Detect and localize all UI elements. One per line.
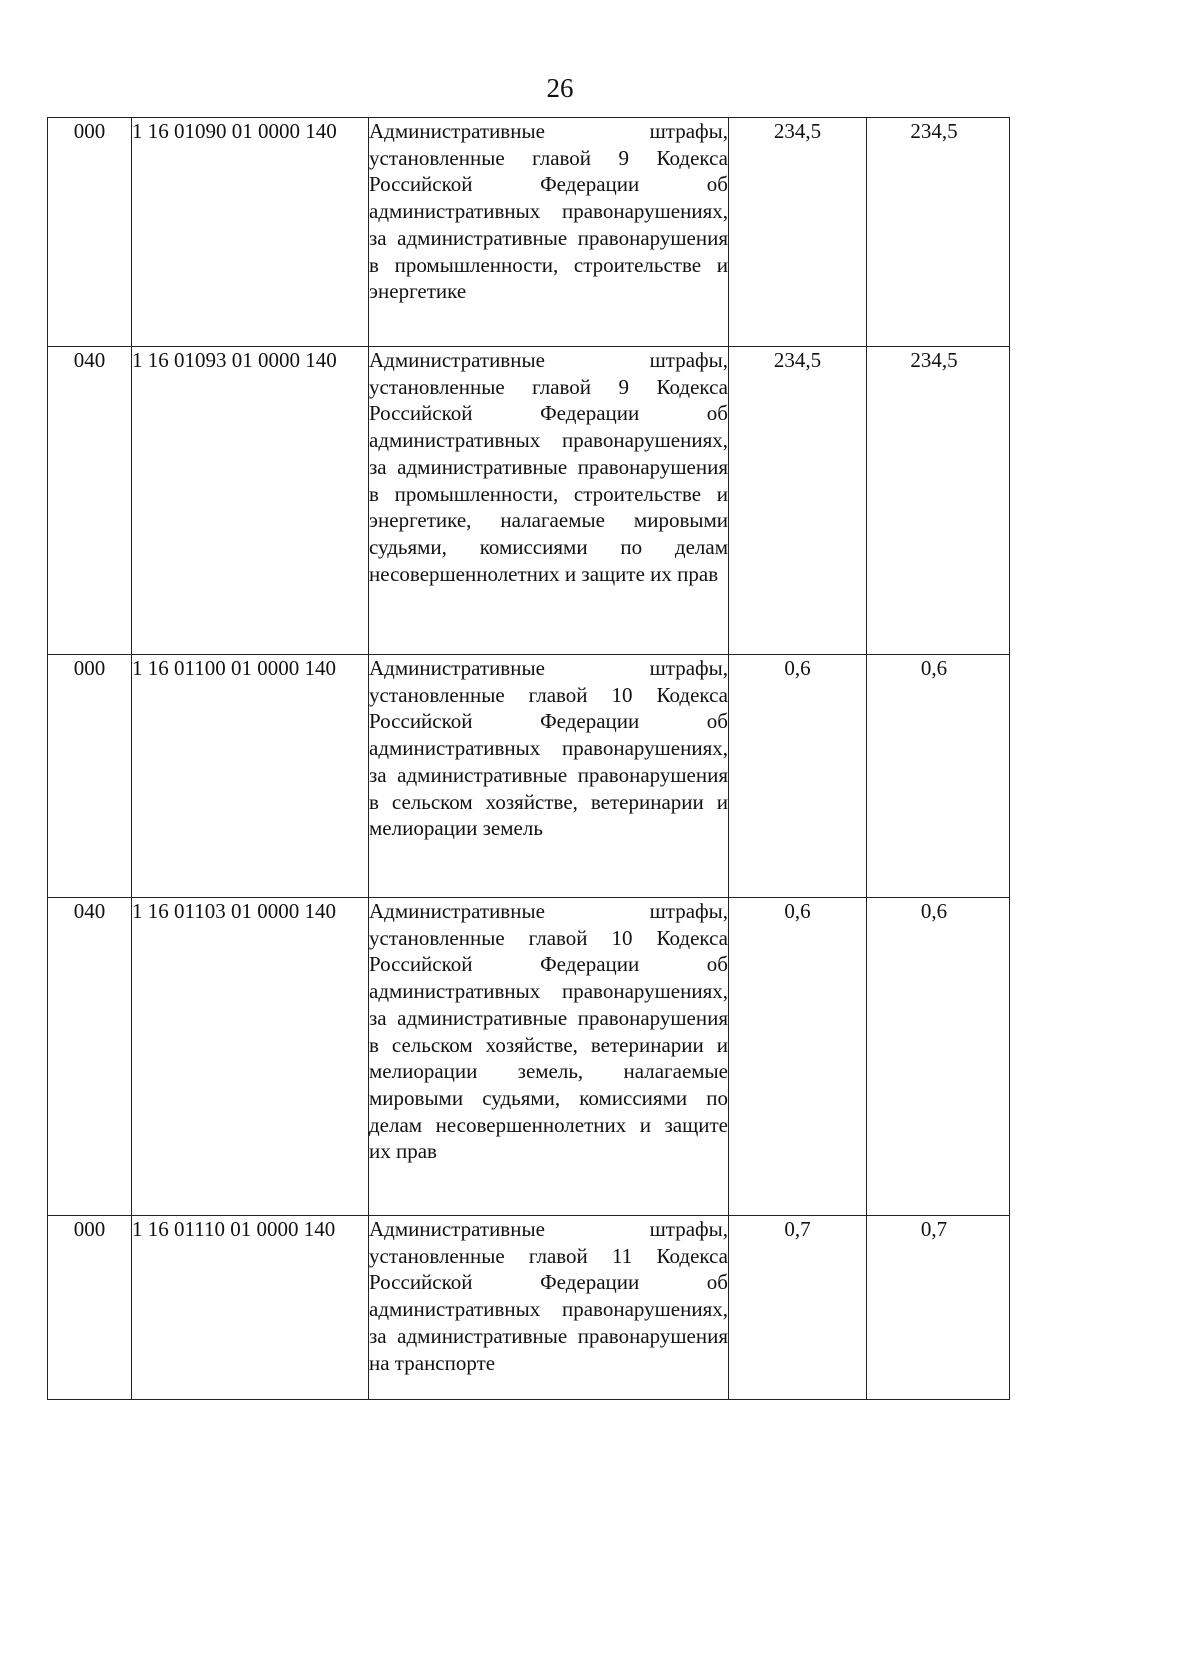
table-row [48, 898, 1010, 1216]
admin-code-cell: 040 [48, 898, 132, 1216]
page-number: 26 [546, 73, 574, 103]
admin-code-cell: 040 [48, 347, 132, 655]
kbk-code-cell: 1 16 01090 01 0000 140 [132, 118, 369, 347]
admin-code-cell: 000 [48, 655, 132, 898]
value-2-cell: 0,7 [867, 1216, 1010, 1400]
revenue-name-cell: Административные штрафы, установленные главой 11 Кодекса Российской Федерации об административных правонарушениях, за административные правонарушения на транспорте [369, 1216, 729, 1400]
kbk-code-cell: 1 16 01100 01 0000 140 [132, 655, 369, 898]
table-row [48, 118, 1010, 347]
table-row [48, 1216, 1010, 1400]
value-1-cell: 0,7 [729, 1216, 867, 1400]
revenue-name-cell: Административные штрафы, установленные главой 9 Кодекса Российской Федерации об административных правонарушениях, за административные правонарушения в промышленности, строительстве и энергетике, налагаемые мировыми судьями, комиссиями по делам несовершеннолетних и защите их прав [369, 347, 729, 655]
value-1-cell: 0,6 [729, 898, 867, 1216]
value-2-cell: 234,5 [867, 118, 1010, 347]
value-1-cell: 234,5 [729, 118, 867, 347]
kbk-code-cell: 1 16 01110 01 0000 140 [132, 1216, 369, 1400]
revenue-name-cell: Административные штрафы, установленные главой 9 Кодекса Российской Федерации об административных правонарушениях, за административные правонарушения в промышленности, строительстве и энергетике [369, 118, 729, 347]
revenue-name-cell: Административные штрафы, установленные главой 10 Кодекса Российской Федерации об административных правонарушениях, за административные правонарушения в сельском хозяйстве, ветеринарии и мелиорации земель, налагаемые мировыми судьями, комиссиями по делам несовершеннолетних и защите их прав [369, 898, 729, 1216]
value-2-cell: 0,6 [867, 898, 1010, 1216]
kbk-code-cell: 1 16 01103 01 0000 140 [132, 898, 369, 1216]
admin-code-cell: 000 [48, 1216, 132, 1400]
revenue-table [47, 117, 1010, 1400]
value-2-cell: 0,6 [867, 655, 1010, 898]
table-row [48, 655, 1010, 898]
value-2-cell: 234,5 [867, 347, 1010, 655]
revenue-name-cell: Административные штрафы, установленные главой 10 Кодекса Российской Федерации об административных правонарушениях, за административные правонарушения в сельском хозяйстве, ветеринарии и мелиорации земель [369, 655, 729, 898]
admin-code-cell: 000 [48, 118, 132, 347]
value-1-cell: 0,6 [729, 655, 867, 898]
kbk-code-cell: 1 16 01093 01 0000 140 [132, 347, 369, 655]
revenue-table-body [48, 118, 1010, 1400]
table-row [48, 347, 1010, 655]
value-1-cell: 234,5 [729, 347, 867, 655]
